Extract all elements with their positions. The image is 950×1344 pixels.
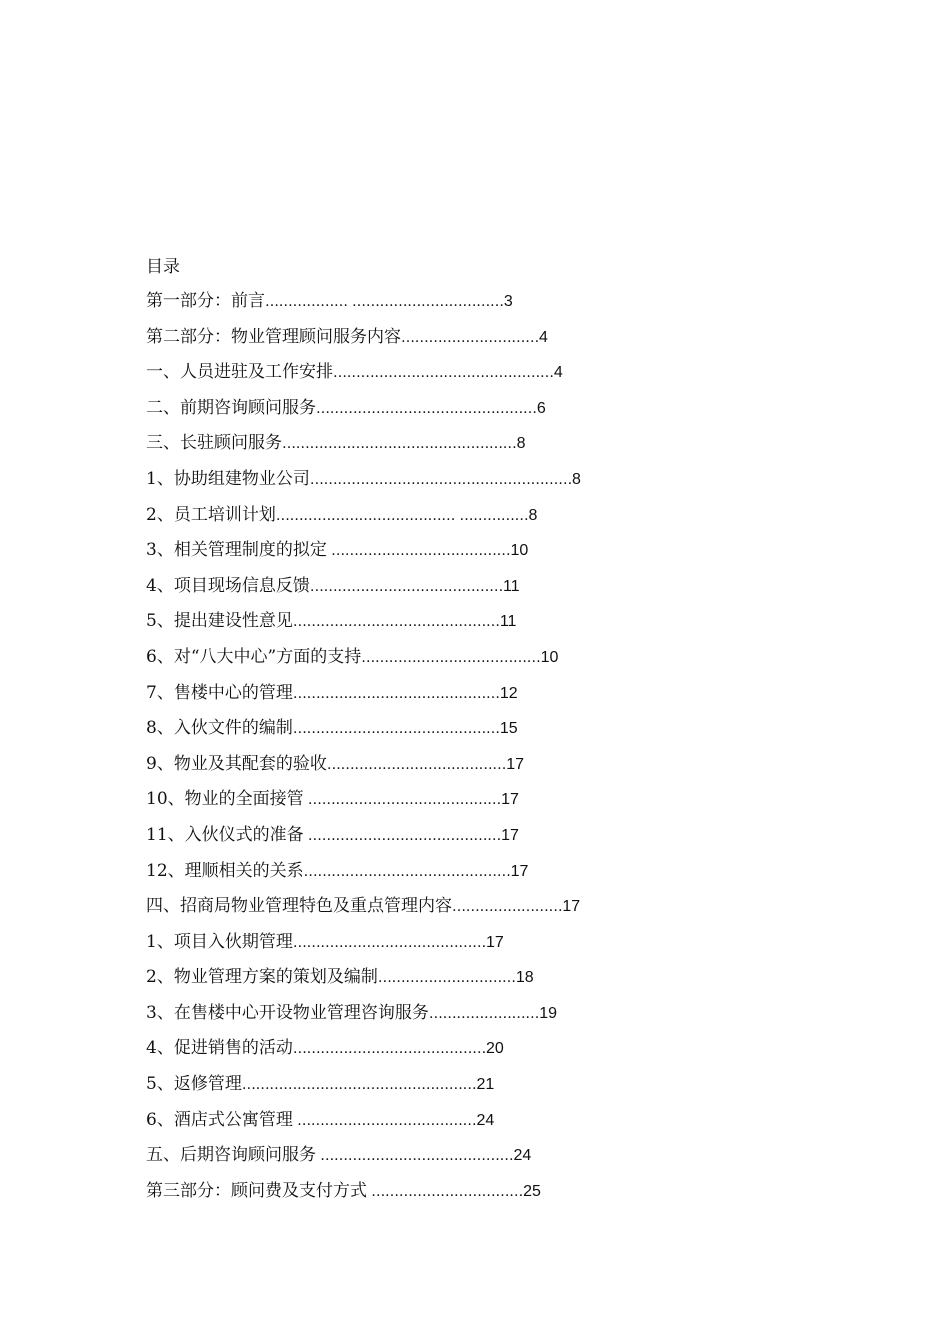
toc-entry-label: 12、理顺相关的关系 bbox=[146, 860, 304, 881]
toc-page-number: 24 bbox=[513, 1147, 532, 1165]
toc-entry-label: 3、在售楼中心开设物业管理咨询服务 bbox=[146, 1002, 429, 1023]
toc-entry-label: 4、促进销售的活动 bbox=[146, 1038, 293, 1059]
toc-page-number: 24 bbox=[476, 1111, 495, 1129]
toc-entry[interactable] bbox=[146, 1035, 581, 1071]
toc-entry-label: 9、物业及其配套的验收 bbox=[146, 753, 327, 774]
toc-entry[interactable] bbox=[146, 964, 581, 1000]
toc-entry[interactable] bbox=[146, 680, 581, 716]
toc-entry-label: 第三部分：顾问费及支付方式 bbox=[146, 1180, 367, 1201]
toc-entry-label: 四、招商局物业管理特色及重点管理内容 bbox=[146, 896, 452, 917]
toc-entry-label: 2、物业管理方案的策划及编制 bbox=[146, 967, 378, 988]
toc-entry[interactable] bbox=[146, 929, 581, 965]
toc-entry[interactable] bbox=[146, 1000, 581, 1036]
toc-page-number: 17 bbox=[486, 933, 504, 951]
toc-entry[interactable] bbox=[146, 822, 581, 858]
toc-page-number: 15 bbox=[499, 720, 518, 738]
toc-entry[interactable] bbox=[146, 537, 581, 573]
toc-entry-label: 5、提出建设性意见 bbox=[146, 611, 293, 632]
toc-leader-dots: …………………………………………… bbox=[282, 436, 517, 453]
toc-entry[interactable] bbox=[146, 466, 581, 502]
toc-leader-dots: ………………………… bbox=[401, 329, 540, 346]
toc-leader-dots: …………………………………… bbox=[316, 1148, 514, 1165]
toc-entry-label: 7、售楼中心的管理 bbox=[146, 682, 293, 703]
toc-entry-label: 6、对“八大中心”方面的支持 bbox=[146, 646, 362, 667]
toc-entry[interactable] bbox=[146, 573, 581, 609]
toc-leader-dots: …………………… bbox=[428, 1005, 540, 1022]
toc-list bbox=[146, 288, 581, 1213]
toc-leader-dots: ………………………………… bbox=[292, 1112, 477, 1129]
toc-entry[interactable] bbox=[146, 324, 581, 360]
toc-entry-label: 1、项目入伙期管理 bbox=[146, 931, 293, 952]
toc-entry-label: 第二部分：物业管理顾问服务内容 bbox=[146, 326, 401, 347]
toc-entry-label: 6、酒店式公寓管理 bbox=[146, 1109, 293, 1130]
toc-entry[interactable] bbox=[146, 715, 581, 751]
toc-entry[interactable] bbox=[146, 1142, 581, 1178]
toc-leader-dots: …………………………………… bbox=[292, 934, 487, 951]
toc-page-number: 17 bbox=[510, 862, 529, 880]
toc-page-number: 10 bbox=[510, 542, 529, 560]
toc-page-number: 19 bbox=[539, 1004, 558, 1022]
toc-leader-dots: ……………… …………………………… bbox=[265, 294, 504, 310]
toc-entry-label: 3、相关管理制度的拟定 bbox=[146, 540, 327, 561]
toc-page-number: 17 bbox=[506, 755, 525, 773]
toc-page-number: 6 bbox=[536, 399, 546, 417]
toc-leader-dots: ……………………………………… bbox=[303, 863, 511, 880]
toc-entry-label: 2、员工培训计划 bbox=[146, 504, 276, 525]
toc-leader-dots: ………………………………… bbox=[326, 543, 511, 560]
toc-entry[interactable] bbox=[146, 608, 581, 644]
toc-leader-dots: ……………………………………… bbox=[292, 721, 500, 738]
toc-page-number: 25 bbox=[523, 1182, 541, 1200]
toc-page-number: 17 bbox=[562, 898, 581, 916]
toc-leader-dots: …………………… bbox=[452, 899, 563, 916]
toc-entry[interactable] bbox=[146, 395, 581, 431]
toc-entry-label: 三、长驻顾问服务 bbox=[146, 433, 282, 454]
toc-entry-label: 4、项目现场信息反馈 bbox=[146, 575, 310, 596]
toc-entry-label: 五、后期咨询顾问服务 bbox=[146, 1145, 316, 1166]
toc-entry[interactable] bbox=[146, 786, 581, 822]
toc-leader-dots: ………………………………… bbox=[326, 756, 507, 773]
toc-page-number: 11 bbox=[499, 613, 517, 631]
toc-leader-dots: …………………………… bbox=[367, 1183, 524, 1200]
toc-page-number: 17 bbox=[501, 791, 519, 809]
toc-page-number: 8 bbox=[528, 506, 538, 524]
toc-entry[interactable] bbox=[146, 644, 581, 680]
toc-entry[interactable] bbox=[146, 1178, 581, 1214]
toc-leader-dots: ………………………………… …………… bbox=[275, 507, 529, 524]
toc-title: 目录 bbox=[146, 257, 180, 277]
toc-leader-dots: ………………………………………… bbox=[316, 400, 537, 417]
toc-page-number: 8 bbox=[572, 470, 581, 488]
toc-page-number: 21 bbox=[476, 1076, 495, 1094]
toc-leader-dots: …………………………………… bbox=[309, 578, 504, 595]
toc-page-number: 3 bbox=[503, 293, 513, 310]
toc-page-number: 10 bbox=[540, 648, 559, 666]
toc-leader-dots: ………………………………………… bbox=[333, 365, 554, 382]
toc-leader-dots: ………………………………………………… bbox=[309, 471, 573, 488]
toc-entry[interactable] bbox=[146, 858, 581, 894]
toc-leader-dots: ………………………………… bbox=[361, 649, 541, 666]
toc-entry-label: 11、入伙仪式的准备 bbox=[146, 824, 304, 845]
toc-leader-dots: …………………………………………… bbox=[241, 1077, 477, 1094]
toc-page-number: 11 bbox=[503, 577, 520, 595]
toc-entry-label: 8、入伙文件的编制 bbox=[146, 718, 293, 739]
toc-entry[interactable] bbox=[146, 751, 581, 787]
toc-page-number: 8 bbox=[516, 435, 526, 453]
toc-entry[interactable] bbox=[146, 1107, 581, 1143]
toc-page-number: 20 bbox=[486, 1040, 504, 1058]
toc-leader-dots: ……………………………………… bbox=[292, 614, 500, 631]
toc-leader-dots: …………………………………… bbox=[292, 1041, 487, 1058]
toc-entry-label: 第一部分：前言 bbox=[146, 291, 265, 311]
toc-leader-dots: …………………………………… bbox=[303, 792, 502, 809]
toc-entry[interactable] bbox=[146, 1071, 581, 1107]
toc-leader-dots: ………………………… bbox=[377, 970, 516, 987]
toc-page-number: 18 bbox=[515, 969, 534, 987]
toc-leader-dots: …………………………………… bbox=[303, 827, 502, 844]
toc-entry-label: 二、前期咨询顾问服务 bbox=[146, 397, 316, 418]
toc-entry[interactable] bbox=[146, 893, 581, 929]
toc-entry-label: 1、协助组建物业公司 bbox=[146, 468, 310, 489]
toc-entry[interactable] bbox=[146, 430, 581, 466]
toc-entry-label: 10、物业的全面接管 bbox=[146, 789, 304, 810]
toc-page-number: 4 bbox=[553, 364, 563, 382]
toc-leader-dots: ……………………………………… bbox=[292, 685, 500, 702]
toc-entry-label: 一、人员进驻及工作安排 bbox=[146, 362, 333, 383]
toc-page-number: 17 bbox=[501, 826, 519, 844]
toc-page-number: 12 bbox=[499, 684, 518, 702]
toc-entry[interactable] bbox=[146, 502, 581, 538]
toc-entry[interactable] bbox=[146, 359, 581, 395]
toc-entry-label: 5、返修管理 bbox=[146, 1074, 242, 1095]
toc-entry[interactable] bbox=[146, 288, 581, 324]
toc-page-number: 4 bbox=[539, 328, 548, 346]
